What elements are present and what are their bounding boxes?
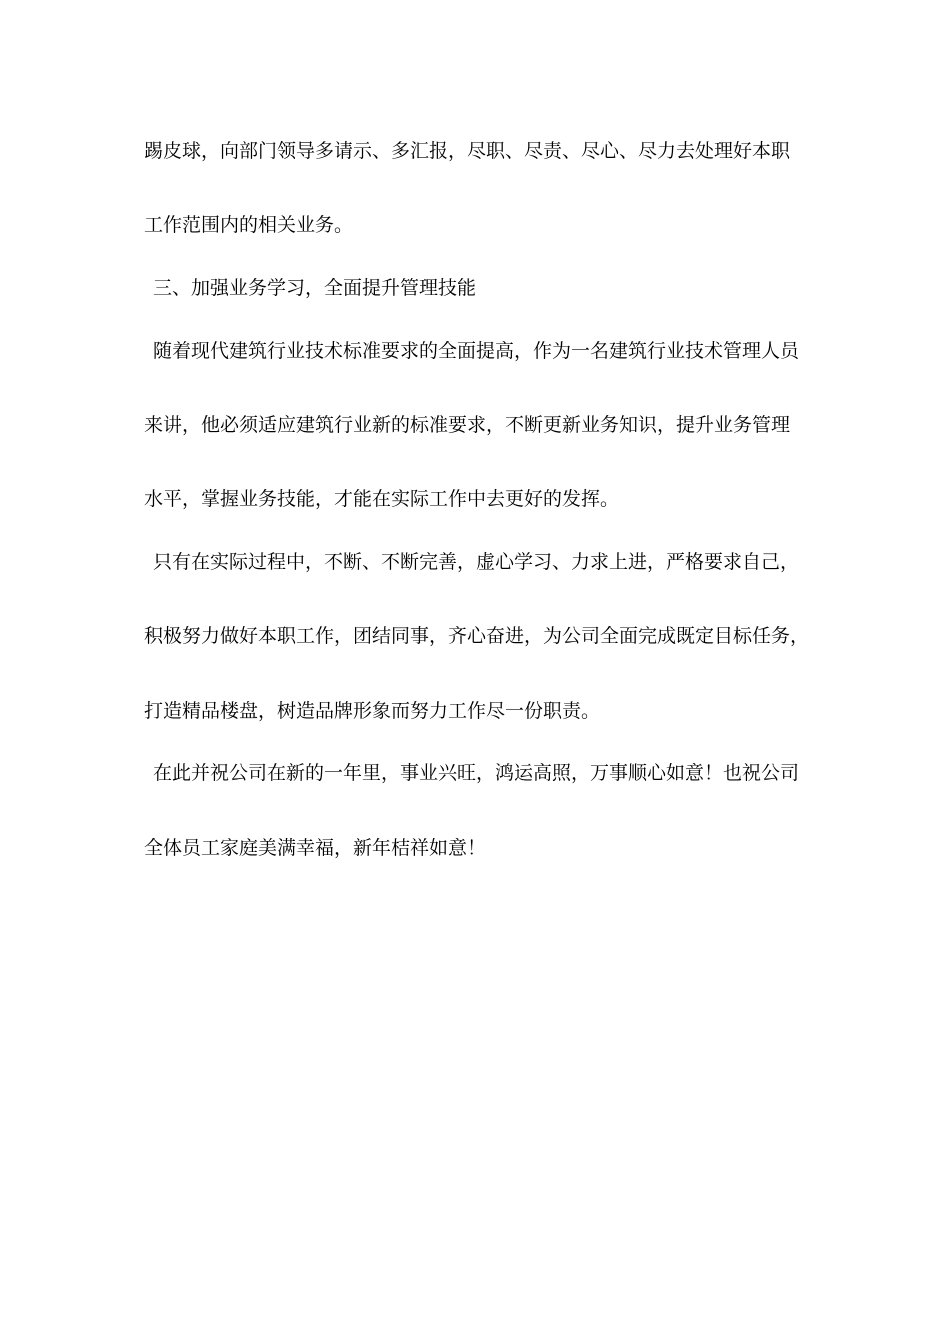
paragraph-line: 随着现代建筑行业技术标准要求的全面提高，作为一名建筑行业技术管理人员 bbox=[153, 340, 800, 362]
paragraph-line: 全体员工家庭美满幸福，新年桔祥如意！ bbox=[144, 837, 487, 859]
paragraph-line: 来讲，他必须适应建筑行业新的标准要求，不断更新业务知识，提升业务管理 bbox=[144, 414, 791, 436]
paragraph-line: 打造精品楼盘，树造品牌形象而努力工作尽一份职责。 bbox=[144, 700, 601, 722]
paragraph-line: 只有在实际过程中，不断、不断完善，虚心学习、力求上进，严格要求自己， bbox=[153, 551, 800, 573]
paragraph-line: 工作范围内的相关业务。 bbox=[144, 214, 354, 236]
section-heading: 三、加强业务学习，全面提升管理技能 bbox=[153, 277, 477, 299]
paragraph-line: 在此并祝公司在新的一年里，事业兴旺，鸿运高照，万事顺心如意！也祝公司 bbox=[153, 762, 800, 784]
paragraph-line: 水平，掌握业务技能，才能在实际工作中去更好的发挥。 bbox=[144, 488, 620, 510]
paragraph-line: 积极努力做好本职工作，团结同事，齐心奋进，为公司全面完成既定目标任务， bbox=[144, 625, 810, 647]
paragraph-line: 踢皮球，向部门领导多请示、多汇报，尽职、尽责、尽心、尽力去处理好本职 bbox=[144, 140, 791, 162]
